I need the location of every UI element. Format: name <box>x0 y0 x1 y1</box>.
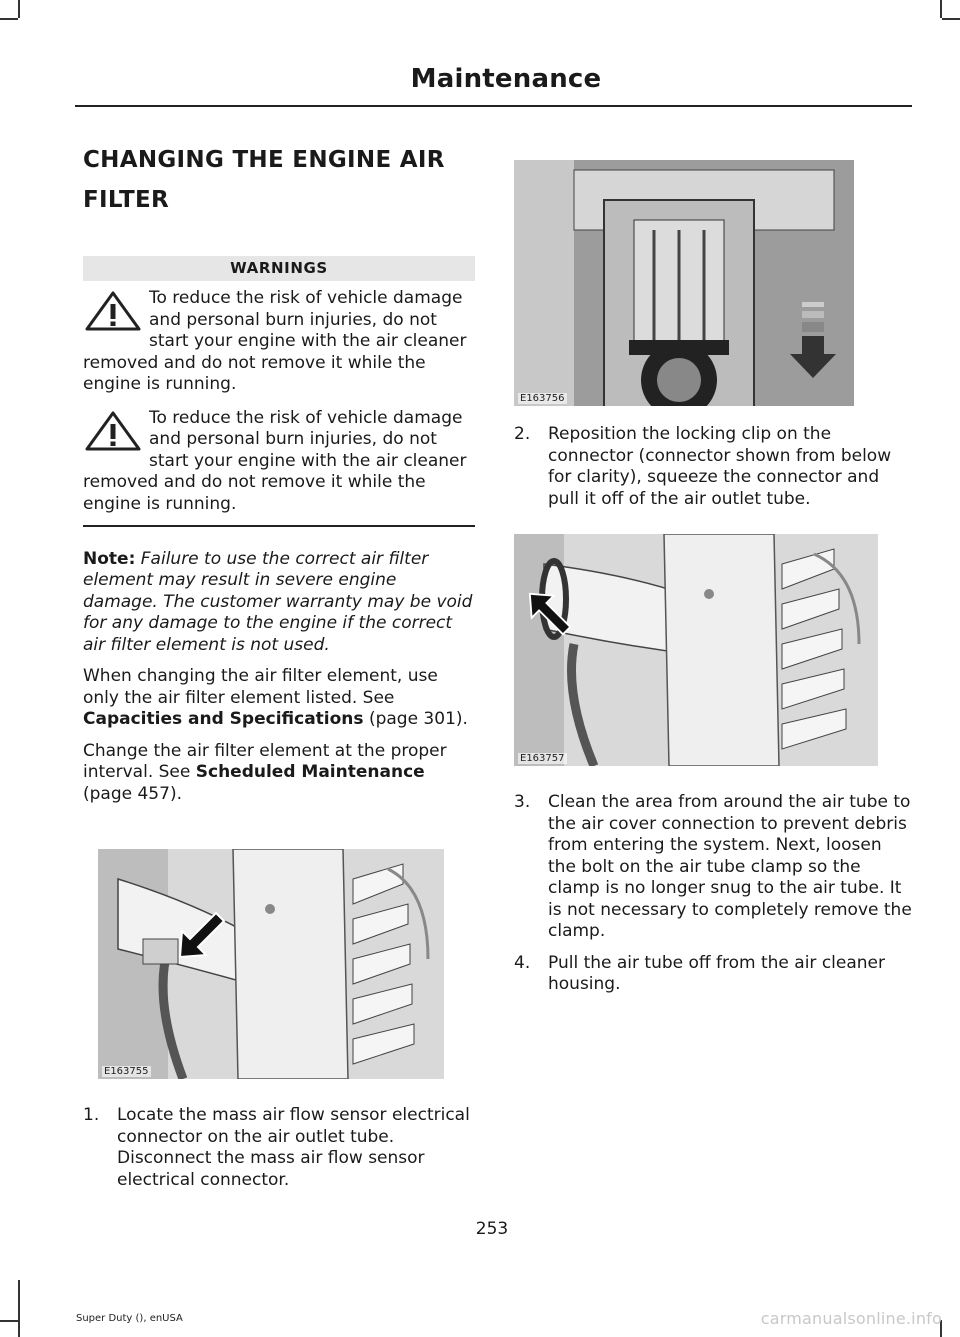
step-item <box>514 953 914 996</box>
arrow-icon <box>528 592 574 638</box>
figure-connector-clip <box>514 160 854 406</box>
interval-paragraph: Change the air filter element at the proper interval. See Scheduled Maintenance (page 457). <box>83 740 447 804</box>
note-label: Note: <box>83 548 136 569</box>
warning-triangle-icon <box>83 290 143 332</box>
warning-triangle-icon <box>83 410 143 452</box>
watermark: carmanualsonline.info <box>760 1309 942 1328</box>
crop-mark <box>18 0 20 18</box>
step-item <box>514 792 914 943</box>
note-text: Failure to use the correct air filter element may result in severe engine damage. The customer warranty may be void for any damage to the engine if the correct air filter element is not used. <box>83 548 473 655</box>
warnings-heading: WARNINGS <box>83 256 475 281</box>
step-text: Clean the area from around the air tube to the air cover connection to prevent debris from entering the system. Next, loosen the bolt on the air tube clamp so the clamp is no longer snug to the air tube. It is not necessary to completely remove the clamp. <box>548 792 912 941</box>
note-paragraph <box>83 549 475 657</box>
step-number: 4. <box>514 952 531 973</box>
header-divider <box>75 105 912 107</box>
crop-mark <box>942 18 960 20</box>
step-text: Pull the air tube off from the air cleaner housing. <box>548 952 885 994</box>
scheduled-maintenance-link[interactable]: Scheduled Maintenance <box>195 762 425 782</box>
arrow-icon <box>176 911 226 961</box>
step-text: Reposition the locking clip on the connector (connector shown from below for clarity), squeeze the connector and pull it off of the air outlet tube. <box>548 424 892 509</box>
figure-air-tube <box>514 534 878 766</box>
warning-item: To reduce the risk of vehicle damage and personal burn injuries, do not start your engine with the air cleaner removed and do not remove it while the engine is running. <box>83 288 467 394</box>
figure-code: E163757 <box>520 753 565 764</box>
step-number: 2. <box>514 424 531 444</box>
section-title: Maintenance <box>410 64 602 94</box>
crop-mark <box>18 1280 20 1337</box>
step-number: 3. <box>514 792 531 812</box>
step-text: Locate the mass air flow sensor electrical connector on the air outlet tube. Disconnect the mass air flow sensor electrical connector. <box>117 1105 470 1190</box>
filter-element-paragraph: When changing the air filter element, use only the air filter element listed. See Capacities and Specifications (page 301). <box>83 666 468 729</box>
engine-illustration <box>98 849 444 1079</box>
step-item <box>83 1105 475 1191</box>
page-header <box>0 64 960 94</box>
left-column <box>83 140 475 1191</box>
right-column <box>514 160 914 996</box>
warnings-divider <box>83 525 475 527</box>
step-number: 1. <box>83 1105 100 1125</box>
step-item <box>514 424 914 510</box>
figure-code: E163756 <box>520 393 565 404</box>
document-footer: Super Duty (), enUSA <box>76 1313 183 1324</box>
crop-mark <box>0 1320 18 1322</box>
article-title: CHANGING THE ENGINE AIR FILTER <box>83 147 445 213</box>
figure-maf-connector <box>98 849 444 1079</box>
crop-mark <box>940 0 942 18</box>
capacities-link[interactable]: Capacities and Specifications <box>83 709 364 729</box>
arrow-icon <box>788 302 838 382</box>
warning-item: To reduce the risk of vehicle damage and personal burn injuries, do not start your engine with the air cleaner removed and do not remove it while the engine is running. <box>83 407 467 514</box>
page-number: 253 <box>475 1219 509 1239</box>
figure-code: E163755 <box>104 1066 149 1077</box>
air-tube-illustration <box>514 534 878 766</box>
crop-mark <box>0 18 18 20</box>
